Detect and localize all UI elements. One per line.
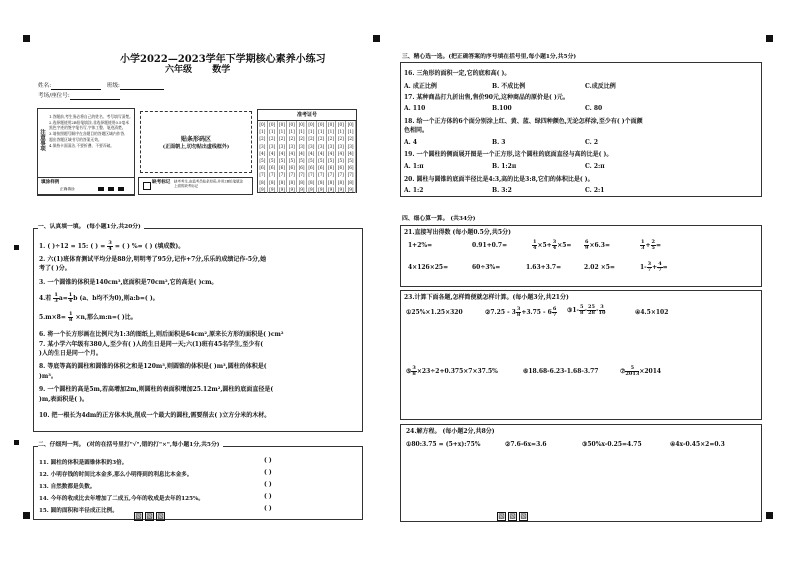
question-2-cont: 考了( )分。 [39,265,71,272]
exam-number-bubble[interactable]: [2] [258,135,268,142]
exam-number-bubble[interactable]: [2] [346,135,356,142]
question-8: 8. 等底等高的圆柱和圆锥的体积之和是120m³,则圆锥的体积是( )m³,圆柱的体积是( [39,363,267,370]
fill-sample-icon [118,187,124,191]
answer-paren[interactable]: ( ) [264,505,272,512]
exam-number-bubble[interactable]: [1] [346,128,356,135]
option[interactable]: C.成反比例 [585,83,616,90]
exam-number-bubble[interactable]: [5] [258,157,268,164]
alignment-mark [766,35,773,42]
exam-number-bubble[interactable]: [9] [307,186,317,193]
calc-item: ④4.5×102 [635,309,669,316]
question-5: 5.m×8= $\frac{1}{8}$ ×n,那么m:n=( )比。 [39,311,137,323]
exam-number-bubble[interactable]: [1] [327,128,337,135]
option[interactable]: B. 不成比例 [492,83,526,90]
question-18: 18. 给一个正方体的6个面分别涂上红、黄、蓝、绿四种颜色,无论怎样涂,至少有( )个面颜 [404,118,643,125]
exam-number-title: 准考证号 [258,110,356,121]
exam-number-bubble[interactable]: [4] [327,150,337,157]
fraction-1-8: $\frac{1}{8}$ [68,311,73,323]
barcode-mark: ▧ [146,512,153,520]
question-24: 24.解方程。 (每小题2分,共8分) [406,428,495,435]
judge-item: 13. 自然数都是负数。 [39,484,96,490]
option[interactable]: A. 110 [404,105,426,112]
exam-number-bubble[interactable]: [0] [327,121,337,128]
part2-heading: 二、仔细判一判。 (对的在括号里打"√",错的打"×",每小题1分,共5分) [38,439,223,448]
exam-number-bubble[interactable]: [8] [307,179,317,186]
exam-number-bubble[interactable]: [3] [327,143,337,150]
exam-number-bubble[interactable]: [6] [346,164,356,171]
exam-number-bubble[interactable]: [7] [258,171,268,178]
exam-number-bubble[interactable]: [6] [336,164,346,171]
exam-number-bubble[interactable]: [5] [297,157,307,164]
barcode-note: (正面朝上,切勿贴出虚线框外) [162,144,230,150]
exam-number-bubble[interactable]: [8] [287,179,297,186]
exam-number-bubble[interactable]: [4] [268,150,278,157]
exam-number-bubble[interactable]: [5] [307,157,317,164]
exam-number-bubble[interactable]: [3] [278,143,288,150]
exam-number-bubble[interactable]: [1] [287,128,297,135]
calc-item: 4×126×25= [408,264,449,271]
calc-item: 60÷3%= [472,264,501,271]
fill-sample-icon [108,187,114,191]
calc-item: ⑦ $\frac{5}{2013}$ ×2014 [620,365,662,377]
calc-item: 2.02 ×5= [584,264,615,271]
missing-checkbox[interactable] [143,182,151,190]
exam-number-bubble[interactable]: [6] [307,164,317,171]
q24-box [400,424,762,522]
exam-number-bubble[interactable]: [9] [287,186,297,193]
notice-line: 3.请按照题号顺序在各题目的答题区域内作答, [49,132,126,137]
question-3: 3. 一个圆锥的体积是140cm³,底面积是70cm²,它的高是( )cm。 [39,279,218,286]
subject-label: 数学 [212,65,231,75]
name-field[interactable]: 姓名: 班级: [38,83,164,90]
exam-number-bubble[interactable]: [4] [297,150,307,157]
exam-number-bubble[interactable]: [5] [327,157,337,164]
alignment-mark [23,35,30,42]
exam-number-bubble[interactable]: [7] [317,171,327,178]
exam-number-bubble[interactable]: [6] [327,164,337,171]
judge-item: 12. 小明存钱的时间比本金多,那么小明得到的利息比本金多。 [39,472,193,478]
barcode-area [140,111,252,173]
exam-number-bubble[interactable]: [8] [336,179,346,186]
option[interactable]: A. 1:π [404,163,424,170]
fill-sample-text: 正确填涂 [60,187,75,192]
fill-sample-box [37,177,135,195]
alignment-mark [23,512,30,519]
exam-number-bubble[interactable]: [1] [258,128,268,135]
exam-number-bubble[interactable]: [9] [278,186,288,193]
exam-number-bubble[interactable]: [4] [278,150,288,157]
calc-item: ①25%×1.25×320 [406,309,463,316]
option[interactable]: A. 1:2 [404,187,424,194]
calc-item: $\frac{1}{4}$ ×5+ $\frac{3}{4}$ ×5= [533,239,572,251]
grade-subject [165,62,230,75]
notice-line: 1.答题前,考生务必将自己的姓名、考号填写清楚。 [49,115,133,120]
calc-item: ⑤ $\frac{3}{8}$ ×23÷2+0.375×7×37.5% [406,365,498,377]
option[interactable]: C. 2 [585,139,599,146]
exam-number-bubble[interactable]: [4] [307,150,317,157]
barcode-mark: ▧ [135,512,142,520]
exam-number-bubble[interactable]: [9] [297,186,307,193]
exam-number-bubble[interactable]: [6] [297,164,307,171]
exam-number-bubble[interactable]: [8] [317,179,327,186]
exam-number-bubble[interactable]: [6] [278,164,288,171]
barcode-mark: ▧ [509,512,516,520]
question-8-cont: )m³。 [39,373,57,380]
barcode-mark: ▧ [498,512,505,520]
exam-number-bubble[interactable]: [7] [346,171,356,178]
part3-heading: 三、精心选一选。(把正确答案的序号填在括号里,每小题1分,共5分) [402,54,577,60]
exam-number-bubble[interactable]: [6] [258,164,268,171]
equation: ③50%x-0.25=4.75 [582,441,642,448]
part1-heading: 一、认真填一填。 (每小题1分,共20分) [38,221,144,230]
missing-text: 缺考考生,由监考员贴条形码,并用2B铅笔填涂上面的缺考标记 [174,180,243,189]
exam-number-bubble[interactable]: [0] [268,121,278,128]
option[interactable]: A. 4 [404,139,418,146]
alignment-mark [766,512,773,519]
exam-number-bubble[interactable]: [8] [278,179,288,186]
fraction-3-4: $\frac{3}{4}$ [108,240,112,252]
exam-number-bubble[interactable]: [0] [317,121,327,128]
exam-number-bubble[interactable]: [3] [258,143,268,150]
answer-paren[interactable]: ( ) [264,469,272,476]
exam-number-bubble[interactable]: [5] [336,157,346,164]
exam-number-bubble[interactable]: [2] [278,135,288,142]
equation: ④4x-0.45×2=0.3 [670,441,725,448]
exam-number-bubble[interactable]: [2] [287,135,297,142]
exam-number-bubble[interactable]: [4] [336,150,346,157]
calc-item: $\frac{6}{9}$ ×6.3= [585,239,610,251]
option[interactable]: B.100 [492,105,512,112]
question-7-cont: )人的生日是同一个月。 [39,350,102,357]
alignment-mark [14,245,19,250]
fraction-1-3: $\frac{1}{3}$ [54,292,58,304]
exam-number-bubble[interactable]: [7] [287,171,297,178]
option[interactable]: B. 3 [492,139,506,146]
option[interactable]: B. 1:2π [492,163,517,170]
barcode-mark: ▧ [157,512,164,520]
question-10: 10. 把一根长为4dm的正方体木块,削成一个最大的圆柱,需要削去( )立方分米的木材。 [39,412,271,419]
exam-number-bubble[interactable]: [0] [287,121,297,128]
fill-sample-label: 填涂样例 [41,180,60,185]
exam-number-bubble[interactable]: [3] [287,143,297,150]
exam-number-bubble[interactable]: [0] [258,121,268,128]
exam-number-bubble[interactable]: [1] [297,128,307,135]
calc-item: 1+2%= [408,242,433,249]
exam-number-bubble[interactable]: [3] [307,143,317,150]
exam-number-bubble[interactable]: [8] [268,179,278,186]
equation: ②7.6-6x=3.6 [505,441,547,448]
calc-item: ⑥18.68-6.23-1.68-3.77 [523,368,599,375]
exam-number-bubble[interactable]: [2] [317,135,327,142]
exam-number-bubble[interactable]: [0] [307,121,317,128]
question-2: 2. 六(1)班体育测试平均分是88分,明明考了95分,记作+7分,乐乐的成绩记作-5分,她 [39,256,267,263]
exam-number-bubble[interactable]: [8] [346,179,356,186]
alignment-mark [14,440,19,445]
judge-item: 15. 圆的面积和半径成正比例。 [39,508,118,514]
exam-number-bubble[interactable]: [4] [317,150,327,157]
exam-number-bubble[interactable]: [9] [258,186,268,193]
exam-number-bubble[interactable]: [6] [268,164,278,171]
option[interactable]: C. 2:π [585,163,605,170]
exam-number-bubble[interactable]: [0] [336,121,346,128]
option[interactable]: B. 3:2 [492,187,512,194]
exam-number-bubble[interactable]: [5] [278,157,288,164]
exam-number-bubble[interactable]: [5] [346,157,356,164]
calc-item: 1.63+3.7= [526,264,562,271]
exam-number-bubble[interactable]: [3] [268,143,278,150]
exam-number-bubble[interactable]: [6] [287,164,297,171]
exam-number-bubble[interactable]: [3] [336,143,346,150]
barcode-title: 贴条形码区 [180,136,211,143]
calc-item: 1- $\frac{3}{7}$ + $\frac{4}{7}$ = [640,261,668,273]
question-18-cont: 色相同。 [404,127,429,134]
grade-label: 六年级 [165,65,193,75]
judge-item: 14. 今年的收成比去年增加了二成五,今年的收成是去年的125%。 [39,496,204,502]
notice-line: 超出答题区域书写的答案无效。 [49,138,102,143]
fraction-1-4: $\frac{1}{4}$ [68,292,73,304]
exam-number-bubble[interactable]: [7] [307,171,317,178]
exam-number-bubble[interactable]: [8] [297,179,307,186]
exam-seat-field[interactable]: 考场/座位号: [38,93,120,100]
judge-item: 11. 圆柱的体积是圆锥体积的3倍。 [39,460,128,466]
notice-line: 4.保持卡面清洁,不要折叠、不要弄破。 [49,144,115,149]
exam-number-bubble[interactable]: [9] [327,186,337,193]
exam-number-bubble[interactable]: [1] [317,128,327,135]
fill-sample-icon [98,187,104,191]
exam-number-bubble[interactable]: [1] [336,128,346,135]
exam-number-bubble[interactable]: [2] [327,135,337,142]
exam-number-bubble[interactable]: [4] [287,150,297,157]
exam-number-bubble[interactable]: [4] [346,150,356,157]
exam-number-bubble[interactable]: [2] [336,135,346,142]
exam-number-grid [257,109,357,193]
exam-number-bubble[interactable]: [5] [287,157,297,164]
exam-number-bubble[interactable]: [9] [336,186,346,193]
exam-number-bubble[interactable]: [0] [297,121,307,128]
exam-number-bubble[interactable]: [3] [317,143,327,150]
answer-paren[interactable]: ( ) [264,457,272,464]
notice-line: 黑色字迹的签字笔书写,字体工整、笔迹清楚。 [49,126,126,132]
exam-number-bubble[interactable]: [9] [317,186,327,193]
calc-item: 0.91+0.7= [472,242,508,249]
calc-item: $\frac{1}{3}$ + $\frac{2}{5}$ = [641,239,662,251]
page-title: 小学2022—2023学年下学期核心素养小练习 [120,54,326,65]
exam-number-bubble[interactable]: [3] [297,143,307,150]
question-16: 16. 三角形的面积一定,它的底和高( )。 [404,70,511,77]
missing-label: 缺考标记 [152,180,171,185]
exam-number-bubble[interactable]: [2] [307,135,317,142]
class-label: 班级: [106,83,120,90]
missing-exam-box [138,177,253,195]
exam-number-bubble[interactable]: [7] [278,171,288,178]
exam-number-bubble[interactable]: [7] [268,171,278,178]
question-9: 9. 一个圆柱的高是5m,若高增加2m,则圆柱的表面积增加25.12m²,圆柱的底面直径是( [39,386,274,393]
question-9-cont: )m,表面积是( )。 [39,396,89,403]
question-23: 23.计算下面各题,怎样简便就怎样计算。(每小题3分,共21分) [404,294,569,301]
calc-item: ②7.25 - 3 $\frac{3}{8}$ +3.75 - 6 $\frac{6}{7}$ [485,306,557,318]
alignment-mark [373,35,380,42]
question-20: 20. 圆柱与圆锥的底面半径比是4:3,高的比是3:8,它们的体积比是( )。 [404,176,594,183]
exam-number-bubble[interactable]: [2] [268,135,278,142]
exam-number-bubble[interactable]: [4] [258,150,268,157]
exam-number-bubble[interactable]: [5] [268,157,278,164]
exam-number-bubble[interactable]: [0] [278,121,288,128]
calc-item: ③1- $\frac{5}{8}$ - $\frac{25}{28}$ - $\frac{3}{10}$ [567,304,606,316]
exam-number-bubble[interactable]: [6] [317,164,327,171]
exam-number-bubble[interactable]: [9] [268,186,278,193]
notice-side-label: 注意事项 [39,129,45,151]
question-7: 7. 某小学六年级有380人,至少有( )人的生日是同一天;六(1)班有45名学生,至少有( [39,341,264,348]
equation: ①80:3.75 = (5+x):75% [406,441,481,448]
exam-number-bubble[interactable]: [0] [346,121,356,128]
barcode-mark: ▧ [520,512,527,520]
part4-heading: 四、细心算一算。 (共34分) [402,216,476,222]
option[interactable]: C. 2:1 [585,187,605,194]
exam-number-bubble[interactable]: [3] [346,143,356,150]
exam-number-bubble[interactable]: [1] [268,128,278,135]
exam-number-bubble[interactable]: [9] [346,186,356,193]
exam-number-bubble[interactable]: [8] [258,179,268,186]
question-17: 17. 某种商品打九折出售,售价90元,这种商品的原价是( )元。 [404,94,569,101]
exam-number-bubble[interactable]: [2] [297,135,307,142]
question-6: 6. 将一个长方形画在比例尺为1:3的图纸上,则后面积是64cm²,原来长方形的面积是( )cm² [39,331,284,338]
option[interactable]: A. 成正比例 [404,83,437,90]
exam-number-bubble[interactable]: [7] [297,171,307,178]
exam-number-bubble[interactable]: [5] [317,157,327,164]
exam-number-bubble[interactable]: [8] [327,179,337,186]
exam-number-bubble[interactable]: [1] [307,128,317,135]
question-19: 19. 一个圆柱的侧面展开图是一个正方形,这个圆柱的底面直径与高的比是( )。 [404,151,613,158]
notice-line: 2.选择题使用2B铅笔填涂,非选择题使用0.5毫米 [49,121,129,126]
exam-number-bubble[interactable]: [7] [327,171,337,178]
question-21: 21.直接写出得数 (每小题0.5分,共5分) [404,229,511,236]
exam-number-bubble[interactable]: [7] [336,171,346,178]
answer-paren[interactable]: ( ) [264,493,272,500]
option[interactable]: C. 80 [585,105,603,112]
question-1: 1. ( )÷12 = 15: ( ) = $\frac{3}{4}$ = ( ) %= ( ) (填成数)。 [39,240,185,252]
question-4: 4.若 $\frac{1}{3}$ a= $\frac{1}{4}$ b (a、b均不为0),则a:b=( )。 [39,292,159,304]
exam-number-bubble[interactable]: [1] [278,128,288,135]
answer-paren[interactable]: ( ) [264,481,272,488]
